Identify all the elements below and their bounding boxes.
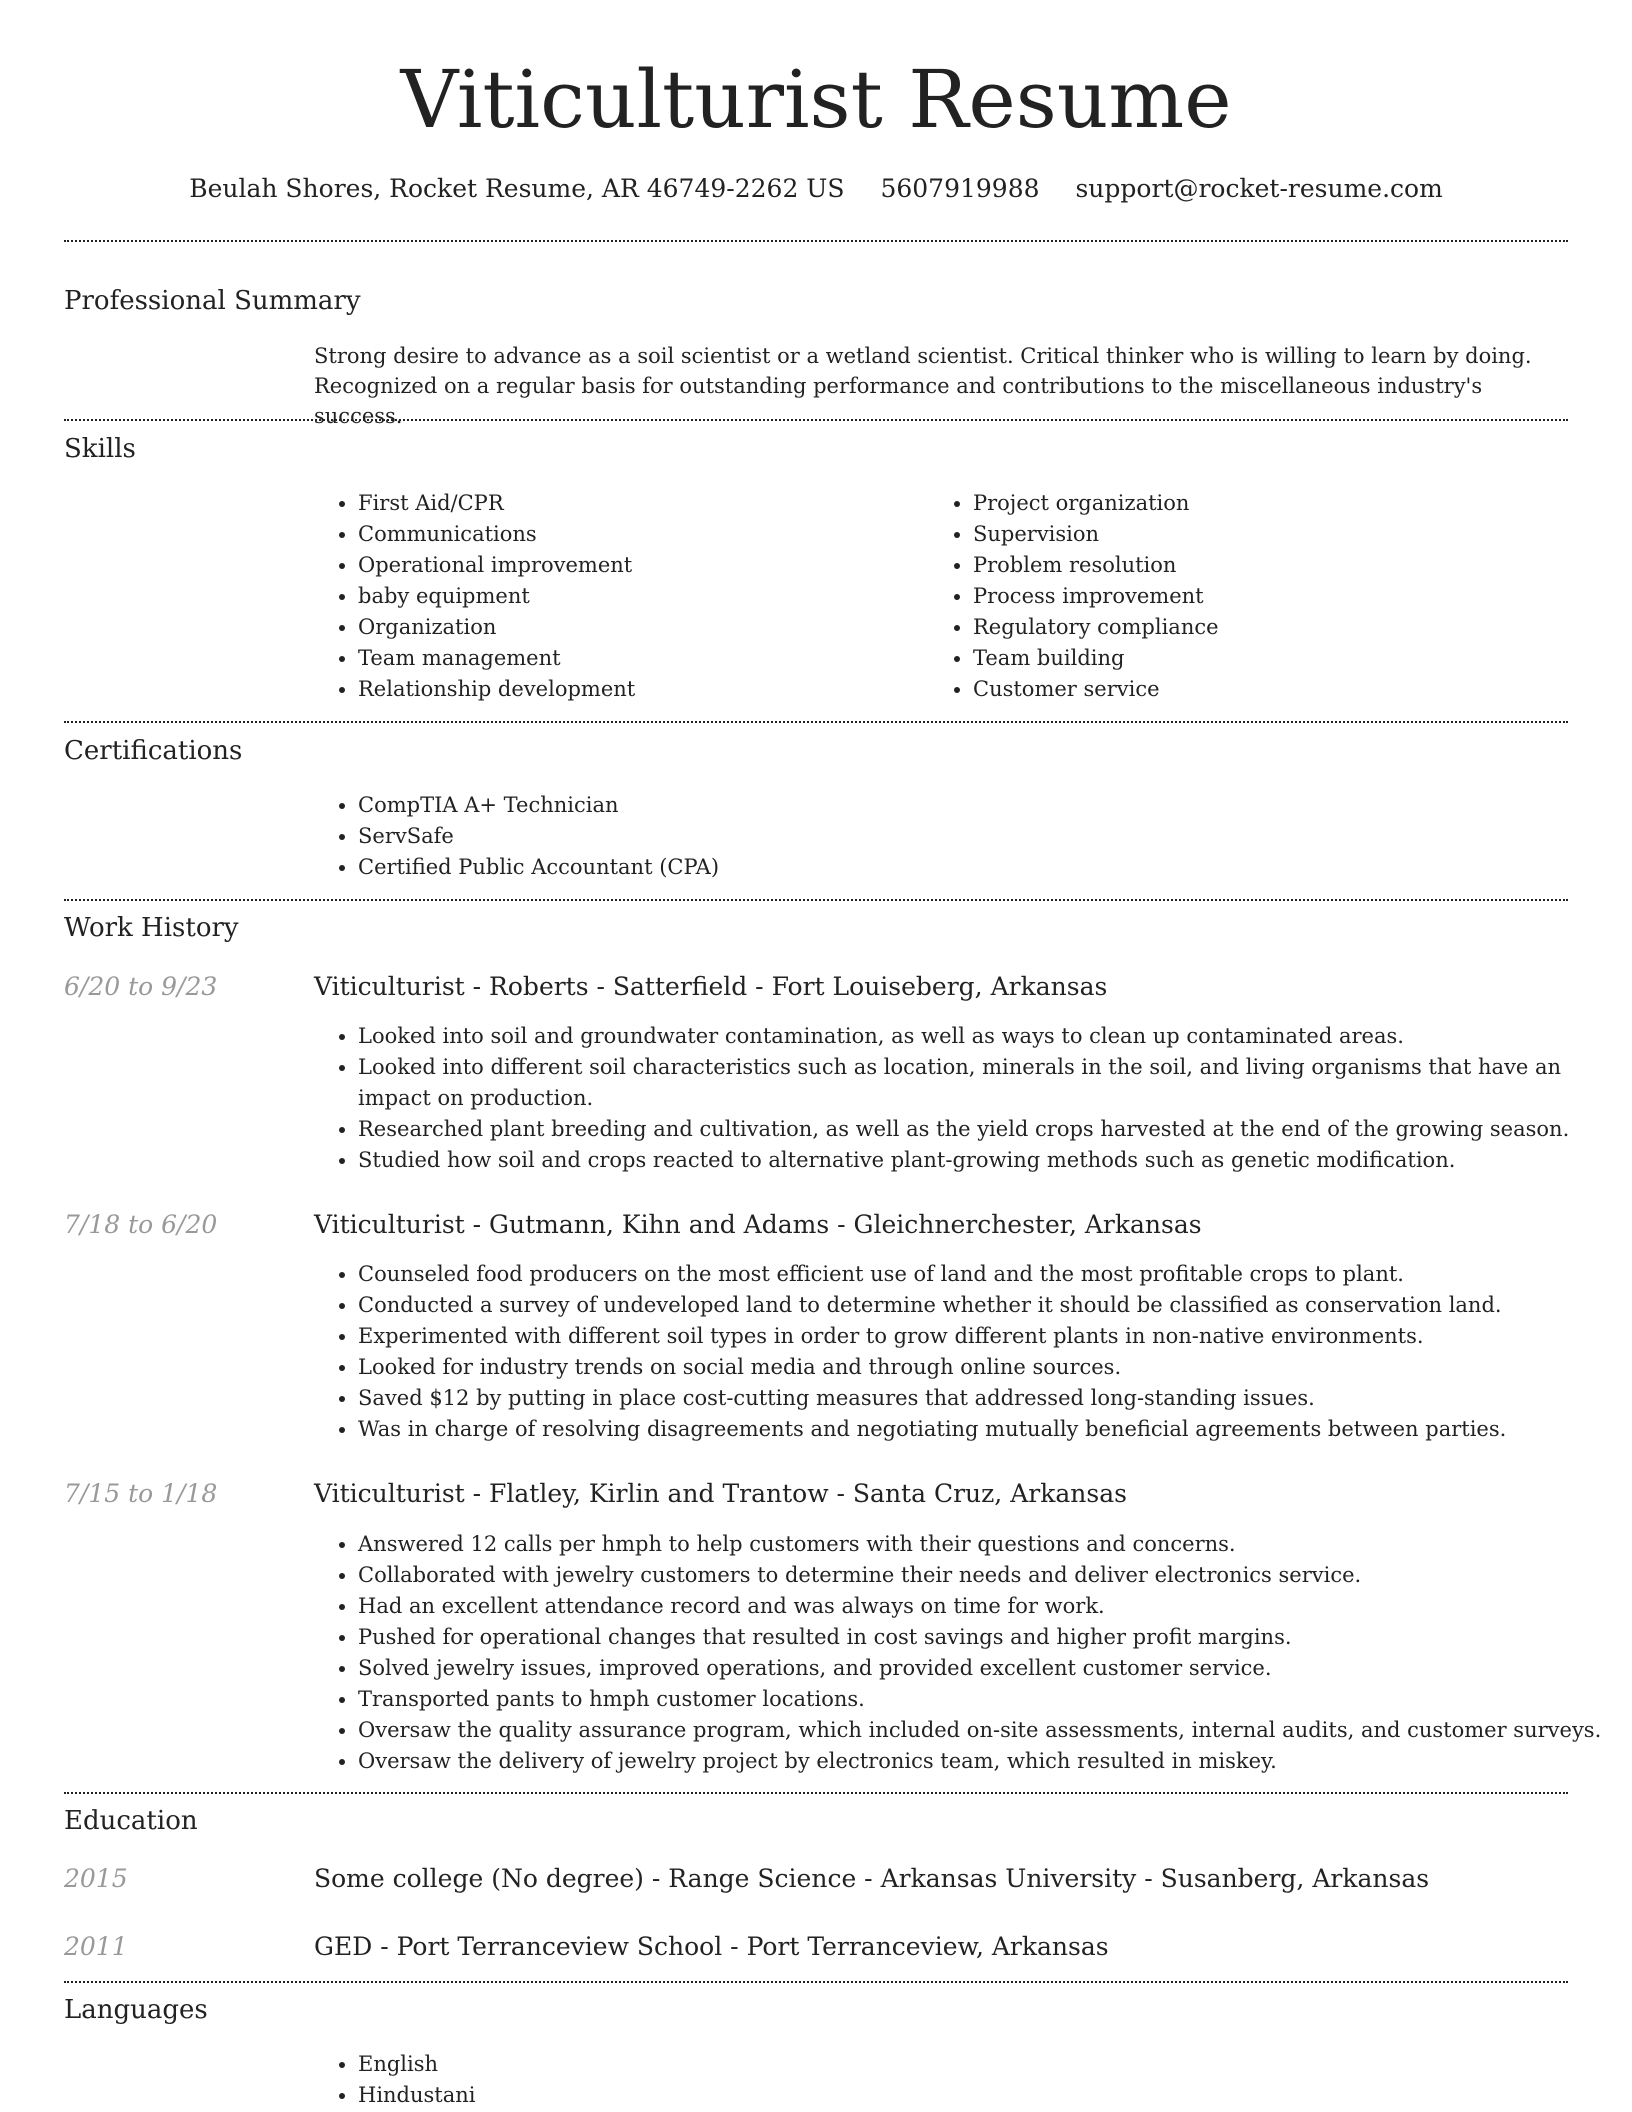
- list-item: • Collaborated with jewelry customers to determine their needs and deliver electronics service.: [358, 1560, 1608, 1591]
- job-dates: 6/20 to 9/23: [64, 972, 218, 1001]
- list-item: • Certified Public Accountant (CPA): [358, 852, 719, 883]
- list-item: • Answered 12 calls per hmph to help customers with their questions and concerns.: [358, 1529, 1608, 1560]
- list-item: • Conducted a survey of undeveloped land to determine whether it should be classified as conservation land.: [358, 1290, 1608, 1321]
- list-item: • Looked for industry trends on social media and through online sources.: [358, 1352, 1608, 1383]
- list-item: • Supervision: [973, 519, 1219, 550]
- divider: [64, 1981, 1568, 1983]
- list-item: • Team building: [973, 643, 1219, 674]
- list-item: • Saved $12 by putting in place cost-cutting measures that addressed long-standing issues.: [358, 1383, 1608, 1414]
- education-entry: Some college (No degree) - Range Science - Arkansas University - Susanberg, Arkansas: [314, 1864, 1430, 1893]
- skills-list-left: [314, 488, 635, 705]
- job-dates: 7/15 to 1/18: [64, 1479, 218, 1508]
- list-item: • Had an excellent attendance record and was always on time for work.: [358, 1591, 1608, 1622]
- section-title-education: Education: [64, 1806, 198, 1836]
- education-year: 2011: [64, 1932, 128, 1961]
- job-dates: 7/18 to 6/20: [64, 1210, 218, 1239]
- job-title: Viticulturist - Flatley, Kirlin and Trantow - Santa Cruz, Arkansas: [314, 1479, 1127, 1508]
- list-item: • Process improvement: [973, 581, 1219, 612]
- divider: [64, 240, 1568, 242]
- list-item: • CompTIA A+ Technician: [358, 790, 719, 821]
- list-item: • Studied how soil and crops reacted to alternative plant-growing methods such as genetic modification.: [358, 1145, 1608, 1176]
- divider: [64, 1792, 1568, 1794]
- summary-text: Strong desire to advance as a soil scientist or a wetland scientist. Critical thinker who is willing to learn by doing. Recognized on a regular basis for outstanding performance and contributions to the miscellaneous industry's success.: [314, 344, 1532, 428]
- job-bullets: [314, 1259, 1608, 1445]
- contact-phone: 5607919988: [880, 174, 1040, 203]
- job-bullets: [314, 1529, 1608, 1777]
- education-year: 2015: [64, 1864, 128, 1893]
- list-item: • Looked into soil and groundwater contamination, as well as ways to clean up contaminated areas.: [358, 1021, 1608, 1052]
- section-title-certifications: Certifications: [64, 736, 243, 766]
- divider: [64, 899, 1568, 901]
- list-item: • Regulatory compliance: [973, 612, 1219, 643]
- list-item: • Was in charge of resolving disagreements and negotiating mutually beneficial agreements between parties.: [358, 1414, 1608, 1445]
- list-item: • Counseled food producers on the most efficient use of land and the most profitable crops to plant.: [358, 1259, 1608, 1290]
- list-item: • Team management: [358, 643, 635, 674]
- job-title: Viticulturist - Roberts - Satterfield - Fort Louiseberg, Arkansas: [314, 972, 1108, 1001]
- list-item: • baby equipment: [358, 581, 635, 612]
- list-item: • Hindustani: [358, 2080, 476, 2111]
- contact-address: Beulah Shores, Rocket Resume, AR 46749-2262 US: [189, 174, 845, 203]
- list-item: • Communications: [358, 519, 635, 550]
- list-item: • English: [358, 2049, 476, 2080]
- contact-line: [0, 172, 1632, 206]
- contact-email: support@rocket-resume.com: [1075, 174, 1443, 203]
- resume-title: Viticulturist Resume: [400, 53, 1232, 146]
- list-item: • Customer service: [973, 674, 1219, 705]
- skills-list-right: [929, 488, 1219, 705]
- list-item: • First Aid/CPR: [358, 488, 635, 519]
- list-item: • Transported pants to hmph customer locations.: [358, 1684, 1608, 1715]
- job-bullets: [314, 1021, 1608, 1176]
- education-entry: GED - Port Terranceview School - Port Terranceview, Arkansas: [314, 1932, 1109, 1961]
- divider: [64, 419, 1568, 421]
- certifications-list: [314, 790, 719, 883]
- list-item: • Looked into different soil characteristics such as location, minerals in the soil, and living organisms that have an impact on production.: [358, 1052, 1608, 1114]
- section-title-work-history: Work History: [64, 913, 239, 943]
- list-item: • Organization: [358, 612, 635, 643]
- list-item: • ServSafe: [358, 821, 719, 852]
- list-item: • Oversaw the quality assurance program, which included on-site assessments, internal audits, and customer surveys.: [358, 1715, 1608, 1746]
- section-title-skills: Skills: [64, 434, 136, 464]
- divider: [64, 721, 1568, 723]
- list-item: • Problem resolution: [973, 550, 1219, 581]
- list-item: • Researched plant breeding and cultivation, as well as the yield crops harvested at the end of the growing season.: [358, 1114, 1608, 1145]
- list-item: • Project organization: [973, 488, 1219, 519]
- section-title-summary: Professional Summary: [64, 286, 361, 316]
- languages-list: [314, 2049, 476, 2111]
- list-item: • Operational improvement: [358, 550, 635, 581]
- job-title: Viticulturist - Gutmann, Kihn and Adams - Gleichnerchester, Arkansas: [314, 1210, 1202, 1239]
- list-item: • Pushed for operational changes that resulted in cost savings and higher profit margins.: [358, 1622, 1608, 1653]
- list-item: • Solved jewelry issues, improved operations, and provided excellent customer service.: [358, 1653, 1608, 1684]
- list-item: • Relationship development: [358, 674, 635, 705]
- list-item: • Oversaw the delivery of jewelry project by electronics team, which resulted in miskey.: [358, 1746, 1608, 1777]
- section-title-languages: Languages: [64, 1995, 208, 2025]
- list-item: • Experimented with different soil types in order to grow different plants in non-native environments.: [358, 1321, 1608, 1352]
